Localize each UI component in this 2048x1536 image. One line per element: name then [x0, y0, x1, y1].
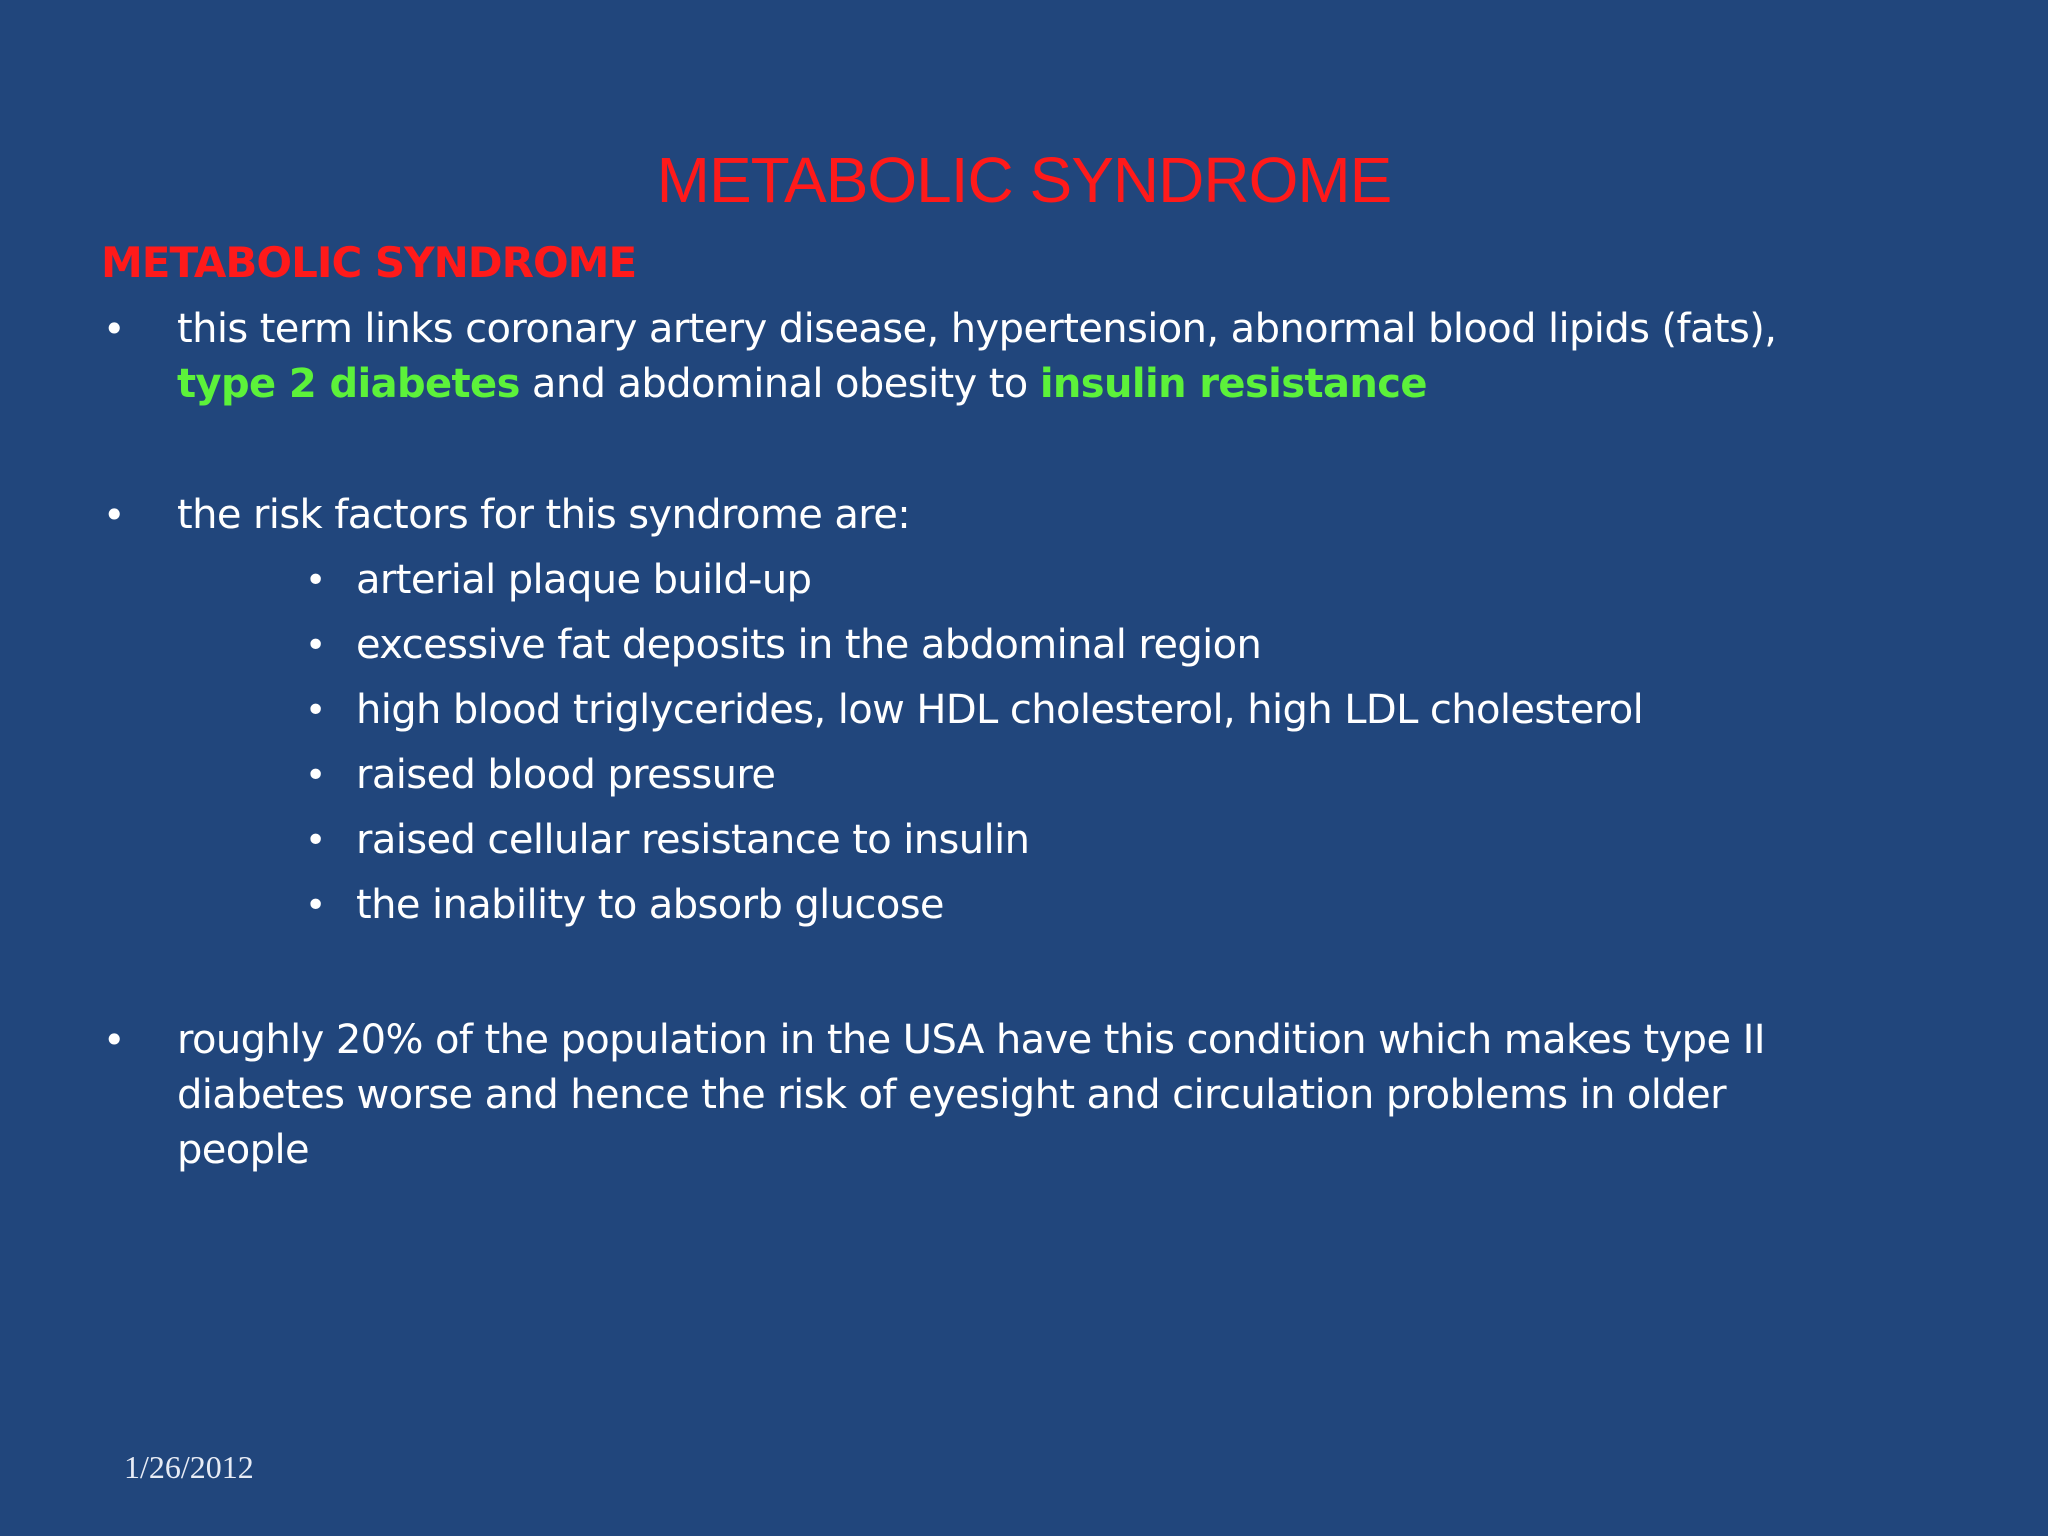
bullet-line: this term links coronary artery disease, hypertension, abnormal blood lipids (fats), — [177, 306, 1777, 352]
slide-date: 1/26/2012 — [124, 1449, 254, 1485]
bullet-line: roughly 20% of the population in the USA have this condition which makes type II — [177, 1017, 1765, 1063]
sub-bullet-marker: • — [305, 885, 327, 926]
bullet-line: people — [177, 1127, 309, 1173]
bullet-line: diabetes worse and hence the risk of eyesight and circulation problems in older — [177, 1072, 1726, 1118]
risk-factor-item: high blood triglycerides, low HDL cholesterol, high LDL cholesterol — [356, 687, 1644, 733]
bullet-text-risk-factors: the risk factors for this syndrome are: — [177, 492, 911, 538]
risk-factor-item: raised cellular resistance to insulin — [356, 817, 1030, 863]
bullet-marker: • — [103, 493, 126, 537]
sub-bullet-marker: • — [305, 755, 327, 796]
risk-factor-item: raised blood pressure — [356, 752, 776, 798]
sub-bullet-marker: • — [305, 690, 327, 731]
bullet-text-coronary-link — [177, 302, 1877, 412]
highlight-insulin-resistance: insulin resistance — [1039, 361, 1427, 407]
sub-bullet-marker: • — [305, 820, 327, 861]
sub-bullet-marker: • — [305, 560, 327, 601]
bullet-marker: • — [103, 1018, 126, 1062]
section-heading: METABOLIC SYNDROME — [101, 238, 637, 287]
risk-factor-item: excessive fat deposits in the abdominal region — [356, 622, 1262, 668]
slide-title: METABOLIC SYNDROME — [656, 144, 1392, 216]
bullet-text-usa-population — [177, 1013, 1877, 1178]
sub-bullet-marker: • — [305, 625, 327, 666]
bullet-marker: • — [103, 307, 126, 351]
risk-factor-item: arterial plaque build-up — [356, 557, 812, 603]
risk-factor-item: the inability to absorb glucose — [356, 882, 944, 928]
bullet-line-fragment: and abdominal obesity to — [519, 361, 1040, 407]
highlight-type2-diabetes: type 2 diabetes — [177, 361, 520, 407]
